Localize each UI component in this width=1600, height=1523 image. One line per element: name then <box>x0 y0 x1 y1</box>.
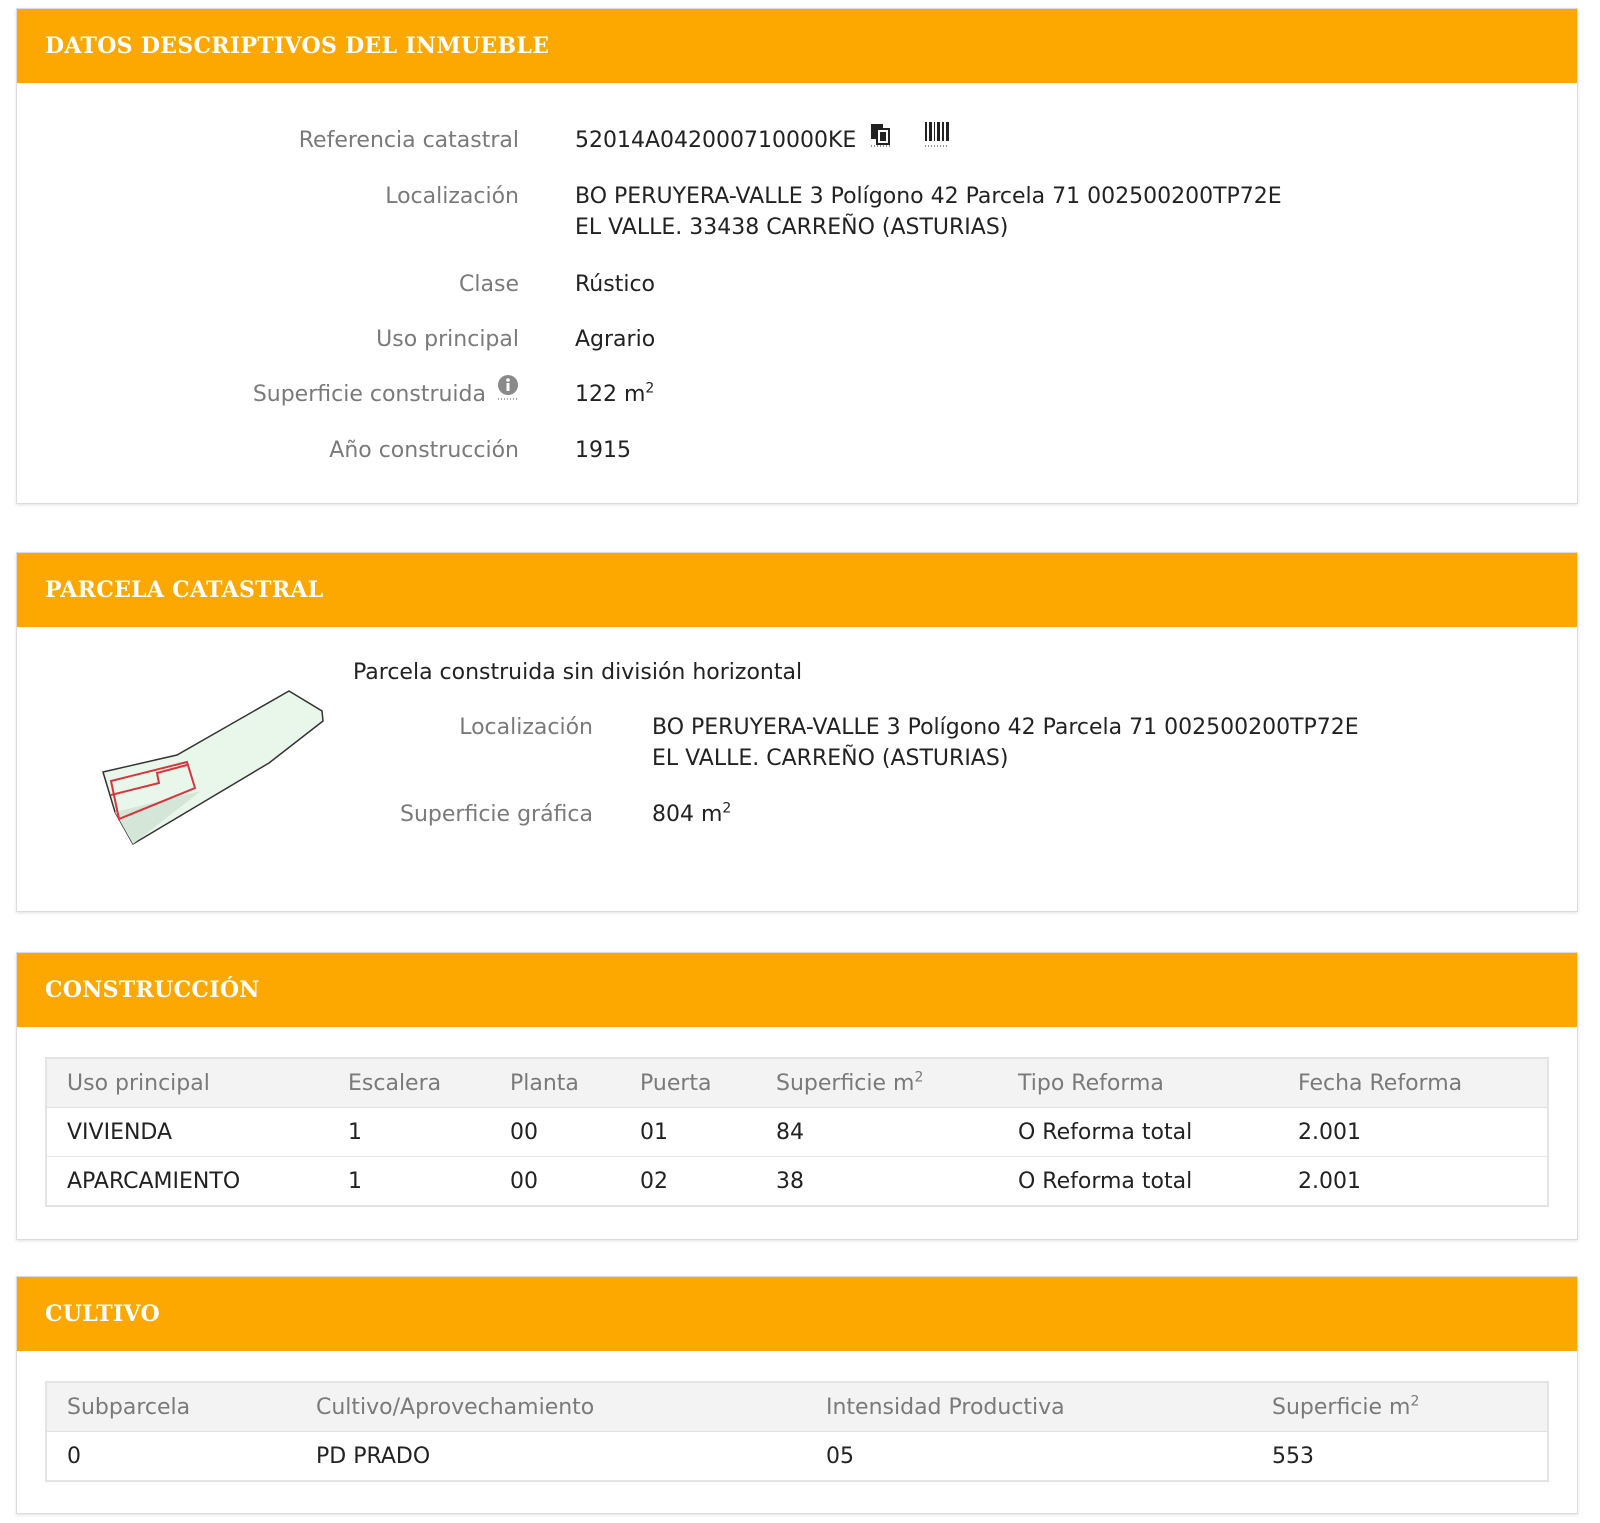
cell-puerta: 02 <box>640 1168 668 1194</box>
col-puerta: Puerta <box>620 1058 756 1108</box>
localizacion-label: Localización <box>385 184 519 209</box>
datos-descriptivos-title: DATOS DESCRIPTIVOS DEL INMUEBLE <box>45 33 550 59</box>
superficie-grafica-value-row <box>652 799 731 831</box>
col-fecha-reforma: Fecha Reforma <box>1278 1058 1548 1108</box>
localizacion-value-2: EL VALLE. 33438 CARREÑO (ASTURIAS) <box>575 215 1009 240</box>
col-escalera: Escalera <box>328 1058 490 1108</box>
cell-escalera: 1 <box>328 1108 490 1157</box>
referencia-value[interactable]: 52014A042000710000KE <box>575 128 857 153</box>
col-planta: Planta <box>490 1058 620 1108</box>
col-intensidad: Intensidad Productiva <box>806 1382 1252 1432</box>
col-superficie-label: Superficie m <box>776 1070 915 1096</box>
cell-superficie: 84 <box>756 1108 998 1157</box>
table-row <box>46 1432 1548 1482</box>
parcela-catastral-header <box>17 553 1577 627</box>
superficie-construida-value-row <box>575 379 654 411</box>
cell-superficie: 38 <box>776 1168 804 1194</box>
anio-construccion-value: 1915 <box>575 438 631 463</box>
col-subparcela: Subparcela <box>46 1382 296 1432</box>
parcela-localizacion-value-1: BO PERUYERA-VALLE 3 Polígono 42 Parcela 71 002500200TP72E <box>652 715 1359 740</box>
referencia-value-row <box>575 125 950 157</box>
col-cultivo: Cultivo/Aprovechamiento <box>296 1382 806 1432</box>
datos-descriptivos-header <box>17 9 1577 83</box>
col-tipo-reforma: Tipo Reforma <box>998 1058 1278 1108</box>
cell-superficie: 553 <box>1272 1443 1314 1469</box>
superficie-construida-value: 122 m <box>575 382 646 407</box>
cell-intensidad: 05 <box>826 1443 854 1469</box>
uso-principal-label: Uso principal <box>376 327 519 352</box>
parcel-map-image[interactable] <box>97 677 347 857</box>
cell-tipo-reforma: O Reforma total <box>998 1108 1278 1157</box>
col-superficie-sup: 2 <box>914 1069 924 1086</box>
cultivo-title: CULTIVO <box>45 1301 160 1327</box>
cell-tipo-reforma: O Reforma total <box>1018 1168 1193 1194</box>
parcela-localizacion-label: Localización <box>459 715 593 740</box>
cell-escalera: 1 <box>348 1168 362 1194</box>
col-superficie-label: Superficie m <box>1272 1394 1411 1420</box>
cultivo-header-row <box>46 1382 1548 1432</box>
cell-subparcela: 0 <box>67 1443 81 1469</box>
barcode-icon[interactable] <box>924 121 950 157</box>
col-superficie <box>756 1058 998 1108</box>
cultivo-header <box>17 1277 1577 1351</box>
superficie-grafica-value: 804 m <box>652 802 723 827</box>
anio-construccion-label: Año construcción <box>329 438 519 463</box>
cultivo-panel <box>16 1276 1578 1514</box>
cell-fecha-reforma: 2.001 <box>1298 1168 1361 1194</box>
localizacion-value-1: BO PERUYERA-VALLE 3 Polígono 42 Parcela 71 002500200TP72E <box>575 184 1282 209</box>
cell-uso: VIVIENDA <box>46 1108 328 1157</box>
copy-icon[interactable] <box>869 121 893 157</box>
table-row <box>46 1108 1548 1157</box>
info-icon[interactable] <box>497 374 519 410</box>
cell-planta: 00 <box>490 1108 620 1157</box>
col-uso-principal: Uso principal <box>46 1058 328 1108</box>
cell-fecha-reforma: 2.001 <box>1278 1108 1548 1157</box>
cell-cultivo: PD PRADO <box>316 1443 431 1469</box>
col-superficie <box>1252 1382 1548 1432</box>
cell-uso: APARCAMIENTO <box>67 1168 241 1194</box>
clase-value: Rústico <box>575 272 655 297</box>
parcela-localizacion-value-2: EL VALLE. CARREÑO (ASTURIAS) <box>652 746 1009 771</box>
col-superficie-sup: 2 <box>1410 1393 1420 1410</box>
parcela-catastral-title: PARCELA CATASTRAL <box>45 577 324 603</box>
parcela-subtitle: Parcela construida sin división horizontal <box>353 660 803 685</box>
construccion-header-row <box>46 1058 1548 1108</box>
referencia-label: Referencia catastral <box>298 128 519 153</box>
cultivo-table <box>45 1381 1549 1482</box>
construccion-panel <box>16 952 1578 1240</box>
cell-planta: 00 <box>510 1168 538 1194</box>
superficie-construida-label-row <box>17 379 519 411</box>
uso-principal-value: Agrario <box>575 327 656 352</box>
superficie-grafica-label: Superficie gráfica <box>400 802 593 827</box>
construccion-table <box>45 1057 1549 1207</box>
superficie-construida-label: Superficie construida <box>252 382 486 407</box>
construccion-header <box>17 953 1577 1027</box>
parcela-catastral-panel <box>16 552 1578 912</box>
datos-descriptivos-panel <box>16 8 1578 504</box>
table-row <box>46 1157 1548 1207</box>
superficie-construida-sup: 2 <box>645 380 655 397</box>
construccion-title: CONSTRUCCIÓN <box>45 977 260 1003</box>
cell-puerta: 01 <box>620 1108 756 1157</box>
clase-label: Clase <box>459 272 519 297</box>
superficie-grafica-sup: 2 <box>722 800 732 817</box>
